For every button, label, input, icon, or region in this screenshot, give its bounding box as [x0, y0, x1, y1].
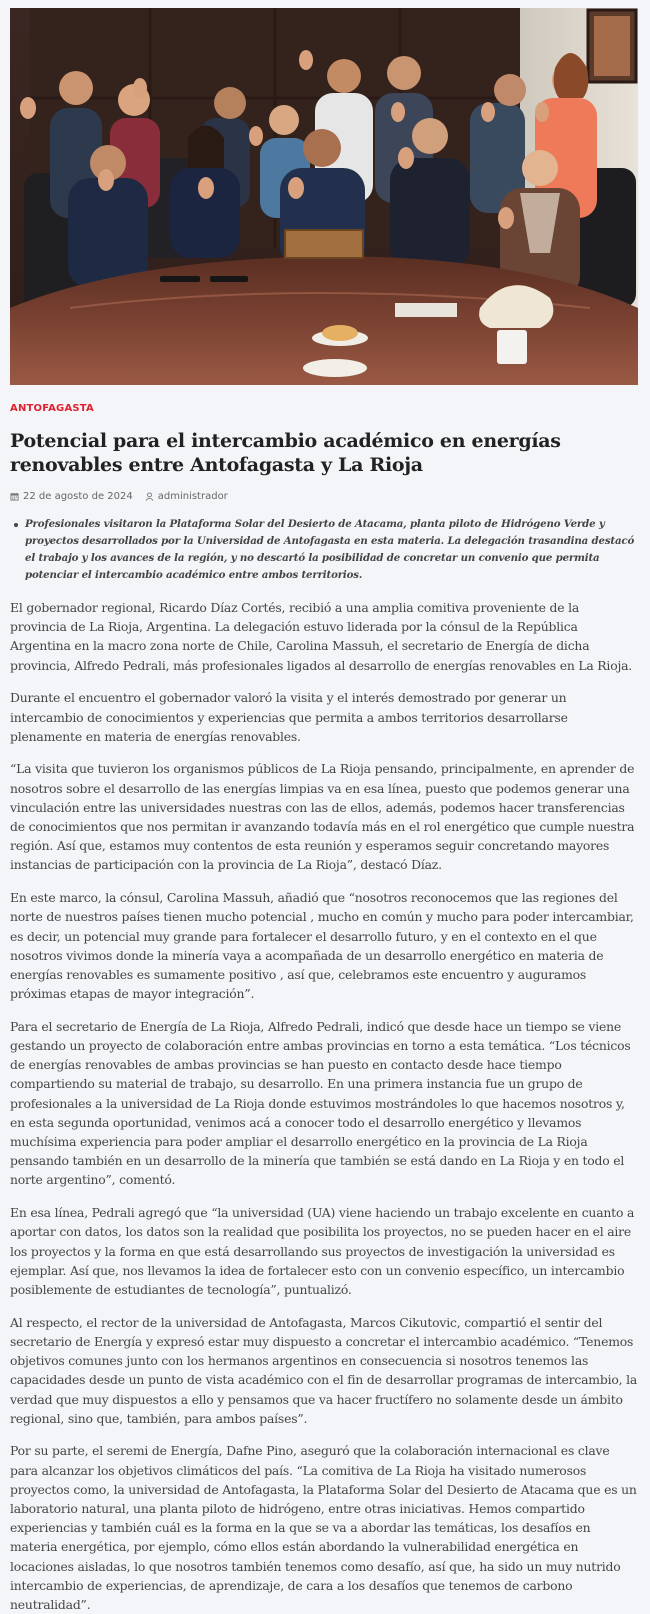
photo-illustration: [10, 8, 638, 385]
article-meta: [10, 491, 638, 502]
summary-text: Profesionales visitaron la Plataforma Solar del Desierto de Atacama, planta piloto de Hidrógeno Verde y proyectos desarrollados por la Universidad de Antofagasta en esta materia. La delegación trasandina destacó el trabajo y los avances de la región, y no descartó la posibilidad de concretar un convenio que permita potenciar el intercambio académico entre ambos territorios.: [25, 518, 635, 581]
body-paragraph: Por su parte, el seremi de Energía, Dafne Pino, aseguró que la colaboración internacional es clave para alcanzar los objetivos climáticos del país. “La comitiva de La Rioja ha visitado numerosos proyectos como, la universidad de Antofagasta, la Plataforma Solar del Desierto de Atacama que es un laboratorio natural, una planta piloto de hidrógeno, entre otras iniciativas. Hemos compartido experiencias y también cuál es la forma en la que se va a abordar las temáticas, los desafíos en materia energética, por ejemplo, cómo ellos están abordando la vulnerabilidad energética en locaciones aisladas, lo que nosotros también tenemos como desafío, así que, ha sido un muy nutrido intercambio de experiencias, de aprendizaje, de cara a los desafíos que tenemos de carbono neutralidad”.: [10, 1443, 637, 1613]
date-text: 22 de agosto de 2024: [23, 491, 133, 502]
author-name[interactable]: administrador: [157, 491, 228, 502]
user-icon: [145, 492, 154, 501]
body-paragraph: Al respecto, el rector de la universidad de Antofagasta, Marcos Cikutovic, compartió el sentir del secretario de Energía y expresó estar muy dispuesto a concretar el intercambio académico. “Tenemos objetivos comunes junto con los hermanos argentinos en consecuencia si nosotros tenemos las capacidades desde un punto de vista académico con el fin de desarrollar programas de intercambio, la verdad que muy dispuestos a ello y pensamos que va hacer fructífero no solamente desde un ámbito regional, sino que, también, para ambos países”.: [10, 1314, 638, 1426]
featured-photo: [10, 8, 638, 385]
body-paragraph: Durante el encuentro el gobernador valoró la visita y el interés demostrado por generar un intercambio de conocimientos y experiencias que permita a ambos territorios desarrollarse plenamente en materia de energías renovables.: [10, 690, 568, 744]
calendar-icon: [10, 492, 19, 501]
category-link[interactable]: ANTOFAGASTA: [10, 403, 94, 414]
article: [10, 0, 638, 1614]
body-paragraph: Para el secretario de Energía de La Rioja, Alfredo Pedrali, indicó que desde hace un tiempo se viene gestando un proyecto de colaboración entre ambas provincias en torno a esta temática. “Los técnicos de energías renovables de ambas provincias se han puesto en contacto desde hace tiempo compartiendo su material de trabajo, su desarrollo. En una primera instancia fue un grupo de profesionales a la universidad de La Rioja donde estuvimos mostrándoles lo que hacemos nosotros y, en esta segunda oportunidad, venimos acá a conocer todo el desarrollo energético y llevamos muchísima experiencia para poder ampliar el desarrollo energético en la provincia de La Rioja pensando también en un desarrollo de la minería que también se está dando en La Rioja y en todo el norte argentino”, comentó.: [10, 1018, 631, 1188]
article-body: [10, 598, 638, 1614]
body-paragraph: “La visita que tuvieron los organismos públicos de La Rioja pensando, principalmente, en aprender de nosotros sobre el desarrollo de las energías limpias va en esa línea, puesto que podemos generar una vinculación entre las universidades nuestras con las de ellos, además, podemos hacer transferencias de conocimientos que nos permitan ir avanzando todavía más en el rol energético que cumple nuestra región. Así que, estamos muy contentos de esta reunión y esperamos seguir concretando mayores instancias de participación con la provincia de La Rioja”, destacó Díaz.: [10, 761, 635, 873]
body-paragraph: En este marco, la cónsul, Carolina Massuh, añadió que “nosotros reconocemos que las regiones del norte de nuestros países tienen mucho potencial , mucho en común y mucho para poder intercambiar, es decir, un potencial muy grande para fortalecer el desarrollo futuro, y en el contexto en el que nosotros vivimos donde la minería vaya a acompañada de un desarrollo energético en materia de energías renovables es sumamente positivo , así que, celebramos este encuentro y auguramos próximas etapas de mayor integración”.: [10, 890, 634, 1002]
article-summary: [10, 516, 638, 584]
body-paragraph: En esa línea, Pedrali agregó que “la universidad (UA) viene haciendo un trabajo excelente en cuanto a aportar con datos, los datos son la realidad que posibilita los proyectos, no se pueden hacer en el aire los proyectos y la forma en que está desarrollando sus proyectos de investigación la universidad es ejemplar. Así que, nos llevamos la idea de fortalecer esto con un convenio específico, un intercambio posiblemente de estudiantes de tecnología”, puntualizó.: [10, 1205, 635, 1297]
article-title: Potencial para el intercambio académico en energías renovables entre Antofagasta y La Rioja: [10, 430, 561, 476]
author-meta[interactable]: [145, 491, 228, 502]
body-paragraph: El gobernador regional, Ricardo Díaz Cortés, recibió a una amplia comitiva proveniente de la provincia de La Rioja, Argentina. La delegación estuvo liderada por la cónsul de la República Argentina en la macro zona norte de Chile, Carolina Massuh, el secretario de Energía de dicha provincia, Alfredo Pedrali, más profesionales ligados al desarrollo de energías renovables en La Rioja.: [10, 600, 633, 673]
date-meta: [10, 491, 133, 502]
